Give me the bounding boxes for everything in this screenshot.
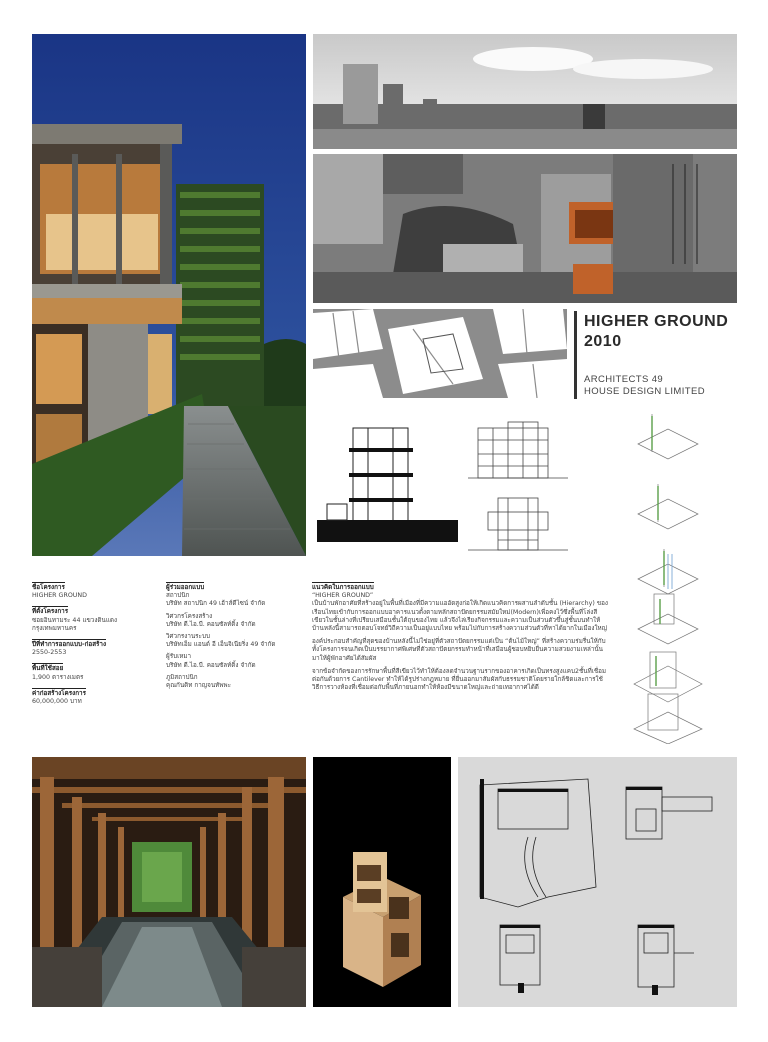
architect-role: สถาปนิก: [166, 592, 190, 600]
contractor-role: ผู้รับเหมา: [166, 653, 192, 661]
side-elevation-drawing: [468, 492, 568, 556]
concept-paragraph-3: จากข้อจำกัดของการรักษาพื้นที่สีเขียวไว้ทำให้ต้องลดจำนวนฐานรากของอาคารเกิดเป็นทรงสูงแคบ2ชั้นที่เชื่อมต่อกันด้วยการ Cantilever ทำให้ได้รูปร่างกฎหมาย ที่ยื่นออกมาสัมผัสกับธรรมชาติโดยรายใกล้ชิดและการใช้วิธีการวางห้องที่เชื่อมต่อกับพื้นที่ภายนอกทำให้ห้องมีขนาดใหญ่และถ่ายเทอากาศได้ดี: [312, 667, 607, 692]
floor-plans-panel: [458, 757, 737, 1007]
landscape-role: ภูมิสถาปนิก: [166, 673, 198, 681]
cost-value: 60,000,000 บาท: [32, 698, 82, 706]
structural-role: วิศวกรโครงสร้าง: [166, 612, 213, 620]
title-accent-bar: [574, 311, 577, 399]
concept-label: แนวคิดในการออกแบบ: [312, 584, 374, 591]
model-photo: [313, 757, 451, 1007]
team-label: ผู้ร่วมออกแบบ: [166, 584, 205, 591]
cost-label: ค่าก่อสร้างโครงการ: [32, 689, 86, 697]
water-courtyard-photo: [32, 757, 306, 1007]
structural-firm: บริษัท ดี.ไอ.บี. คอนซัลท์ติ้ง จำกัด: [166, 620, 256, 628]
architect-credit: [584, 374, 744, 398]
section-drawing: [313, 420, 458, 545]
project-name-value: HIGHER GROUND: [32, 592, 87, 600]
location-value-2: กรุงเทพมหานคร: [32, 624, 77, 632]
location-label: ที่ตั้งโครงการ: [32, 608, 69, 616]
area-label: พื้นที่ใช้สอย: [32, 665, 64, 673]
landscape-firm: คุณกันติท กาญจนทัพพะ: [166, 682, 231, 690]
design-team: [166, 582, 304, 690]
architect-line1: ARCHITECTS 49: [584, 374, 664, 385]
axonometric-diagrams: [618, 404, 738, 744]
systems-role: วิศวกรงานระบบ: [166, 633, 210, 641]
concept-paragraph-2: องค์ประกอบสำคัญที่สุดของบ้านหลังนี้ไม่ใช่อยู่ที่ตัวสถาปัตยกรรมแต่เป็น “ต้นไม้ใหญ่” ที่สร้างความร่มรื่นให้กับทั้งโครงการจนเกิดเป็นบรรยากาศพิเศษที่ตัวสถาปัตยกรรมทำหน้าที่เสมือนผู้ชอบหยิบยื่นความสวยงามเหล่านั้นมาให้ผู้พักอาศัยได้สัมผัส: [312, 638, 606, 662]
project-title: [584, 312, 744, 352]
hero-exterior-photo: [32, 34, 306, 556]
project-title-line1: HIGHER GROUND: [584, 313, 729, 330]
project-info: [32, 582, 152, 706]
design-concept: [312, 582, 610, 697]
year-value: 2550-2553: [32, 649, 67, 657]
site-plan-figure-ground: [313, 309, 567, 398]
year-label: ปีที่ทำการออกแบบ-ก่อสร้าง: [32, 641, 107, 649]
aerial-context-photo: [313, 154, 737, 303]
skyline-photo: [313, 34, 737, 149]
elevation-drawing: [468, 420, 568, 484]
architect-firm: บริษัท สถาปนิก 49 เฮ้าส์ดีไซน์ จำกัด: [166, 600, 266, 608]
location-value-1: ซอยอินทามระ 44 แขวงดินแดง: [32, 616, 118, 624]
contractor-firm: บริษัท ดี.ไอ.บี. คอนซัลท์ติ้ง จำกัด: [166, 661, 256, 669]
concept-paragraph-1: เป็นบ้านพักอาศัยที่สร้างอยู่ในพื้นที่เมืองที่มีความแออัดสูงก่อให้เกิดแนวคิดการผสานลำดับชั้น (Hierarchy) ของเรือนไทยเข้ากับการออกแบบอาคารแนวตั้งตามหลักสถาปัตยกรรมสมัยใหม่(Modern)เพื่อคงไว้ซึ่งพื้นที่โล่งสีเขียวในชั้นล่างที่เปรียบเสมือนชั้นใต้ถุนของไทย แล้วจึงไล่เรียงกิจกรรมและความเป็นส่วนตัวขึ้นสู่ชั้นบนทำให้บ้านหลังนี้สามารถตอบโจทย์วิถีความเป็นอยู่แบบไทย พร้อมไปกับการสร้างความส่วนตัวที่หาได้ยากในเมืองใหญ่: [312, 600, 608, 633]
architect-line2: HOUSE DESIGN LIMITED: [584, 386, 705, 397]
concept-quote: “HIGHER GROUND”: [312, 592, 374, 600]
project-year: 2010: [584, 333, 622, 350]
systems-firm: บริษัทเอ็ม แอนด์ อี เอ็นจิเนียริ่ง 49 จำกัด: [166, 641, 276, 649]
project-name-label: ชื่อโครงการ: [32, 584, 65, 591]
area-value: 1,900 ตารางเมตร: [32, 673, 84, 681]
